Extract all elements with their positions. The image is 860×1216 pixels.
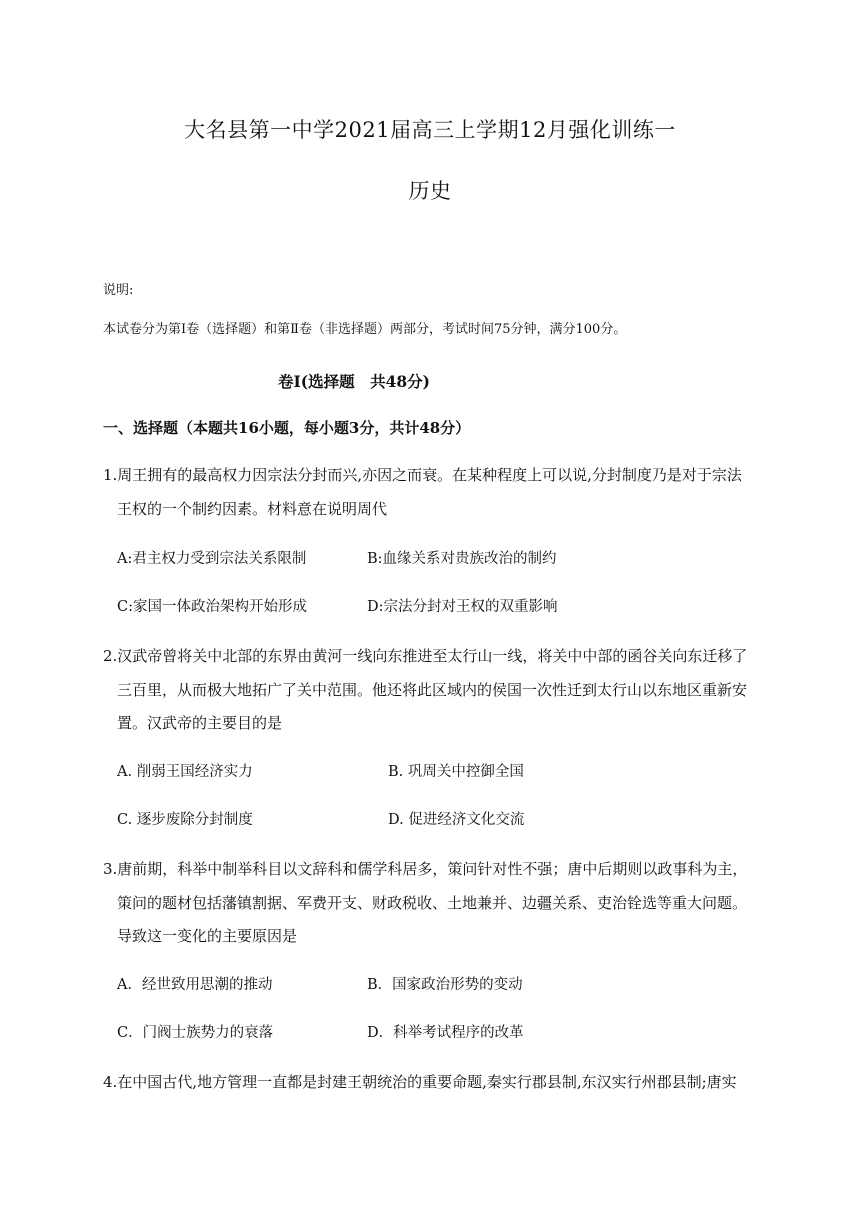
question-3-option-b[interactable]: B．国家政治形势的变动: [367, 977, 523, 993]
question-3-option-d[interactable]: D．科举考试程序的改革: [367, 1025, 524, 1041]
question-3: [103, 853, 763, 954]
question-1-line-1: 1.周王拥有的最高权力因宗法分封而兴,亦因之而衰。在某种程度上可以说,分封制度乃是对于宗法: [103, 466, 742, 484]
question-2: [103, 640, 763, 741]
question-2-option-d[interactable]: D. 促进经济文化交流: [388, 812, 525, 828]
question-3-line-1: 3.唐前期，科举中制举科目以文辞科和儒学科居多，策问针对性不强；唐中后期则以政事科为主，: [103, 860, 748, 878]
section-title: 卷Ⅰ(选择题 共48分): [278, 372, 430, 391]
question-2-option-b[interactable]: B. 巩周关中控御全国: [388, 764, 524, 780]
question-1: [103, 459, 763, 526]
notes-text: 本试卷分为第Ⅰ卷（选择题）和第Ⅱ卷（非选择题）两部分，考试时间75分钟，满分100分。: [103, 322, 627, 337]
question-3-option-c[interactable]: C．门阀士族势力的衰落: [117, 1025, 274, 1041]
exam-subject: 历史: [408, 179, 452, 203]
question-1-option-b[interactable]: B:血缘关系对贵族改治的制约: [367, 551, 557, 567]
part-heading: 一、选择题（本题共16小题，每小题3分，共计48分）: [103, 419, 471, 437]
question-4: [103, 1066, 763, 1100]
notes-label: 说明:: [103, 283, 134, 298]
question-4-line-1: 4.在中国古代,地方管理一直都是封建王朝统治的重要命题,秦实行郡县制,东汉实行州郡县制;唐实: [103, 1073, 737, 1091]
question-2-line-3: 置。汉武帝的主要目的是: [117, 714, 283, 732]
question-3-option-a[interactable]: A．经世致用思潮的推动: [117, 977, 273, 993]
question-2-option-c[interactable]: C. 逐步废除分封制度: [117, 812, 253, 828]
question-2-option-a[interactable]: A. 削弱王国经济实力: [117, 764, 253, 780]
question-1-option-a[interactable]: A:君主权力受到宗法关系限制: [117, 551, 307, 567]
question-2-line-2: 三百里，从而极大地拓广了关中范围。他还将此区域内的侯国一次性迁到太行山以东地区重新安: [117, 680, 748, 699]
question-1-option-d[interactable]: D:宗法分封对王权的双重影响: [367, 599, 558, 615]
exam-title: 大名县第一中学2021届高三上学期12月强化训练一: [184, 118, 676, 142]
question-1-line-2: 王权的一个制约因素。材料意在说明周代: [117, 499, 388, 518]
question-3-line-3: 导致这一变化的主要原因是: [117, 927, 298, 945]
question-2-line-1: 2.汉武帝曾将关中北部的东界由黄河一线向东推进至太行山一线，将关中中部的函谷关向东迁移了: [103, 647, 748, 665]
question-1-option-c[interactable]: C:家国一体政治架构开始形成: [117, 599, 307, 615]
question-3-line-2: 策问的题材包括藩镇割据、军费开支、财政税收、土地兼并、边疆关系、吏治铨选等重大问题。: [117, 893, 748, 912]
